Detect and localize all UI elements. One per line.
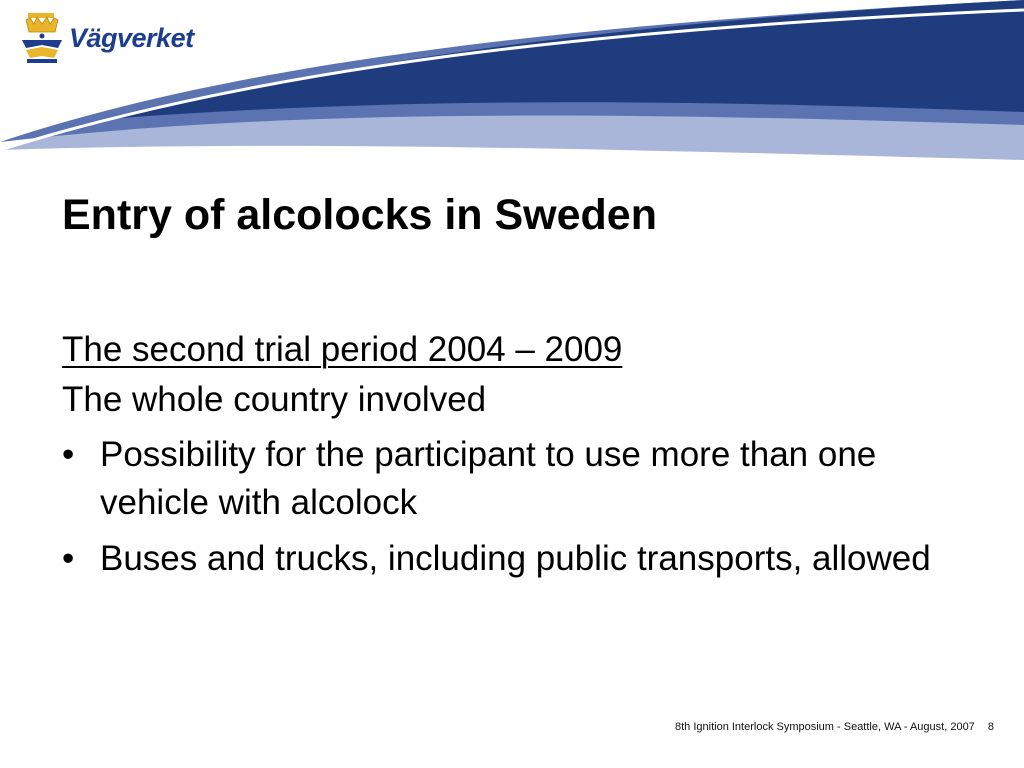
- emblem-wing: [22, 40, 62, 48]
- footer-event-text: 8th Ignition Interlock Symposium - Seattle, WA - August, 2007: [675, 721, 975, 733]
- section-subheading: The second trial period 2004 – 2009: [62, 330, 623, 369]
- bullet-list: [62, 431, 962, 583]
- lead-statement: The whole country involved: [62, 380, 487, 419]
- slide-footer: [675, 721, 994, 733]
- crown-top-bar: [28, 13, 54, 18]
- brand-name: Vägverket: [69, 22, 194, 53]
- crown-jewel: [40, 34, 45, 39]
- bullet-text: Possibility for the participant to use more than one vehicle with alcolock: [100, 435, 877, 522]
- page-number: 8: [987, 721, 994, 733]
- bullet-icon: •: [62, 435, 75, 474]
- crown-shape: [26, 17, 58, 32]
- emblem-road: [26, 47, 58, 58]
- brand-logo: [20, 12, 194, 64]
- emblem-base: [27, 59, 57, 63]
- bullet-item: [62, 535, 962, 583]
- bullet-text: Buses and trucks, including public transports, allowed: [100, 539, 931, 578]
- slide-body: [62, 325, 962, 591]
- bullet-item: [62, 431, 962, 527]
- slide-title: Entry of alcolocks in Sweden: [62, 191, 657, 239]
- bullet-icon: •: [62, 539, 75, 578]
- crown-emblem-icon: [20, 12, 64, 64]
